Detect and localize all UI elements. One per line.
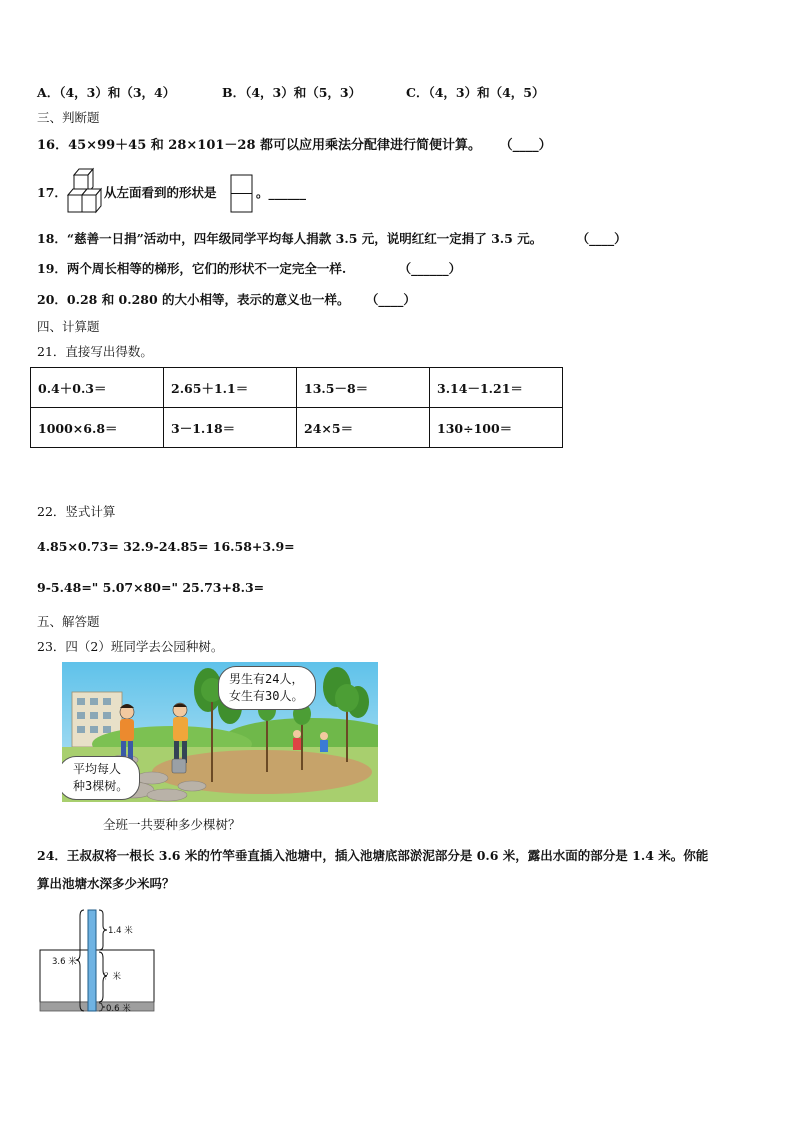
table-row [31, 408, 563, 448]
option-b: B．（4，3）和（5，3） [222, 85, 362, 100]
question-number: 18． [37, 231, 67, 246]
question-17-number: 17． [37, 185, 67, 200]
table-cell: 130÷100＝ [430, 408, 563, 448]
question-18 [37, 229, 627, 247]
table-cell: 24×5＝ [297, 408, 430, 448]
option-c: C．（4，3）和（4，5） [406, 85, 545, 100]
question-22-title: 22．竖式计算 [37, 504, 116, 519]
question-23-title: 23．四（2）班同学去公园种树。 [37, 639, 224, 654]
question-17-blank: 。______ [256, 185, 307, 200]
question-19 [37, 259, 461, 277]
mental-math-table [30, 367, 563, 448]
question-23-ask: 全班一共要种多少棵树？ [103, 817, 241, 832]
answer-paren: （____） [365, 292, 416, 307]
table-cell: 3.14－1.21＝ [430, 368, 563, 408]
tree-planting-illustration [62, 662, 378, 802]
label-water-depth: ？米 [104, 972, 122, 982]
table-cell: 13.5－8＝ [297, 368, 430, 408]
left-view-figure [230, 174, 254, 214]
table-cell: 2.65＋1.1＝ [164, 368, 297, 408]
answer-paren: （______） [398, 261, 462, 276]
question-22-line-2: 9-5.48=" 5.07×80=" 25.73+8.3= [37, 580, 265, 595]
question-17-text: 从左面看到的形状是 [104, 185, 217, 200]
bubble-line: 平均每人 [73, 762, 122, 776]
bubble-line: 男生有24人， [229, 672, 304, 686]
question-22-line-1: 4.85×0.73= 32.9-24.85= 16.58+3.9= [37, 539, 295, 554]
question-text: 45×99＋45 和 28×101－28 都可以应用乘法分配律进行简便计算。 [68, 138, 482, 153]
section-title-judgement: 三、判断题 [37, 110, 100, 125]
table-cell: 0.4＋0.3＝ [31, 368, 164, 408]
question-24-line-1: 24．王叔叔将一根长 3.6 米的竹竿垂直插入池塘中，插入池塘底部淤泥部分是 0.6 米，露出水面的部分是 1.4 米。你能 [37, 848, 709, 863]
question-20 [37, 290, 416, 308]
bubble-line: 女生有30人。 [229, 689, 304, 703]
question-text: “慈善一日捐”活动中，四年级同学平均每人捐款 3.5 元，说明红红一定捐了 3.5 元。 [66, 231, 543, 246]
label-total-length: 3.6 米 [52, 957, 77, 967]
table-cell: 1000×6.8＝ [31, 408, 164, 448]
speech-bubble-right [218, 666, 316, 710]
section-title-calculation: 四、计算题 [37, 319, 100, 334]
question-number: 20． [37, 292, 67, 307]
option-a: A．（4，3）和（3，4） [37, 85, 176, 100]
table-cell: 3－1.18＝ [164, 408, 297, 448]
question-16 [37, 134, 552, 153]
question-number: 19． [37, 261, 67, 276]
question-24-line-2: 算出池塘水深多少米吗？ [37, 876, 175, 891]
table-row [31, 368, 563, 408]
label-mud-depth: 0.6 米 [106, 1004, 131, 1014]
question-number: 16． [37, 138, 69, 153]
answer-paren: （____） [576, 231, 627, 246]
section-title-word-problems: 五、解答题 [37, 614, 100, 629]
question-text: 两个周长相等的梯形，它们的形状不一定完全一样. [66, 261, 347, 276]
cube-stack-figure [66, 165, 104, 215]
pond-diagram [36, 908, 166, 1016]
label-above-water: 1.4 米 [108, 926, 133, 936]
question-21-title: 21．直接写出得数。 [37, 344, 153, 359]
question-text: 0.28 和 0.280 的大小相等，表示的意义也一样。 [66, 292, 350, 307]
bubble-line: 种3棵树。 [73, 779, 129, 793]
speech-bubble-left [62, 756, 140, 800]
answer-paren: （____） [499, 138, 552, 153]
